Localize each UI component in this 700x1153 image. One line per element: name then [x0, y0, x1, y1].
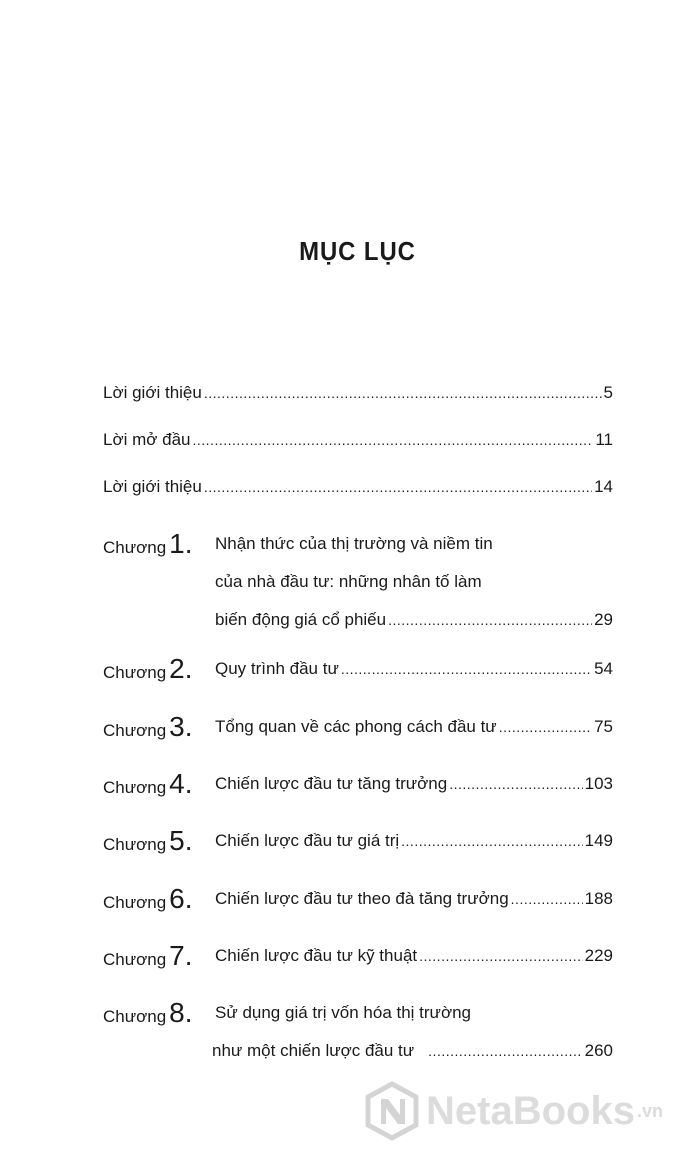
toc-page-number: 11 [595, 430, 613, 449]
leader-dots [401, 822, 582, 860]
chapter-label [103, 525, 193, 563]
chapter-title-line: Quy trình đầu tư [215, 659, 339, 678]
netabooks-logo-icon [364, 1081, 420, 1141]
chapter-title-line: Nhận thức của thị trường và niềm tin [215, 534, 493, 553]
chapter-word: Chương [103, 663, 167, 682]
chapter-label [103, 880, 193, 918]
toc-entry-intro-3[interactable] [103, 468, 613, 506]
chapter-number: 8. [169, 997, 193, 1028]
chapter-number: 7. [169, 940, 193, 971]
toc-page-number: 29 [594, 610, 613, 629]
chapter-label [103, 765, 193, 803]
toc-page-number: 229 [584, 946, 613, 965]
chapter-title-line: Chiến lược đầu tư kỹ thuật [215, 946, 418, 965]
chapter-title-line: Tổng quan về các phong cách đầu tư [215, 717, 497, 736]
chapter-word: Chương [103, 1007, 167, 1026]
chapter-word: Chương [103, 950, 167, 969]
leader-dots [499, 708, 592, 746]
chapter-label [103, 994, 193, 1032]
toc-page-number: 188 [584, 889, 613, 908]
leader-dots [428, 1032, 582, 1070]
chapter-label [103, 937, 193, 975]
chapter-title-line: Chiến lược đầu tư giá trị [215, 831, 400, 850]
toc-entry-label: Lời giới thiệu [103, 383, 202, 402]
leader-dots [341, 650, 592, 688]
chapter-word: Chương [103, 893, 167, 912]
chapter-label [103, 822, 193, 860]
watermark-brand: NetaBooks [426, 1088, 635, 1133]
chapter-title-line: của nhà đầu tư: những nhân tố làm [215, 572, 482, 591]
chapter-number: 1. [169, 528, 193, 559]
leader-dots [204, 468, 592, 506]
chapter-word: Chương [103, 778, 167, 797]
watermark [364, 1076, 700, 1146]
leader-dots [193, 421, 594, 459]
leader-dots [388, 601, 592, 639]
toc-page-number: 5 [603, 383, 613, 402]
chapter-label [103, 650, 193, 688]
chapter-word: Chương [103, 835, 167, 854]
chapter-title-line: Chiến lược đầu tư theo đà tăng trưởng [215, 889, 509, 908]
toc-entry-intro-2[interactable] [103, 421, 613, 459]
chapter-title-line: Sử dụng giá trị vốn hóa thị trường [215, 1003, 471, 1022]
leader-dots [511, 880, 583, 918]
toc-page-number: 149 [584, 831, 613, 850]
page-title: MỤC LỤC [299, 236, 416, 266]
chapter-number: 3. [169, 711, 193, 742]
chapter-title-line: Chiến lược đầu tư tăng trưởng [215, 774, 448, 793]
chapter-number: 4. [169, 768, 193, 799]
leader-dots [204, 374, 602, 412]
chapter-title-line: như một chiến lược đầu tư [212, 1041, 415, 1060]
toc-page-number: 103 [584, 774, 613, 793]
chapter-word: Chương [103, 538, 167, 557]
watermark-suffix: .vn [636, 1100, 663, 1121]
chapter-number: 6. [169, 883, 193, 914]
chapter-number: 5. [169, 825, 193, 856]
chapter-title-line: biến động giá cổ phiếu [215, 610, 387, 629]
chapter-number: 2. [169, 653, 193, 684]
toc-page-number: 14 [594, 477, 613, 496]
toc-entry-label: Lời mở đầu [103, 430, 191, 449]
toc-page-number: 75 [594, 717, 613, 736]
toc-entry-label: Lời giới thiệu [103, 477, 202, 496]
toc-page-number: 260 [584, 1041, 613, 1060]
toc-page-number: 54 [594, 659, 613, 678]
leader-dots [449, 765, 582, 803]
chapter-word: Chương [103, 721, 167, 740]
chapter-label [103, 708, 193, 746]
toc-entry-intro-1[interactable] [103, 374, 613, 412]
leader-dots [419, 937, 583, 975]
